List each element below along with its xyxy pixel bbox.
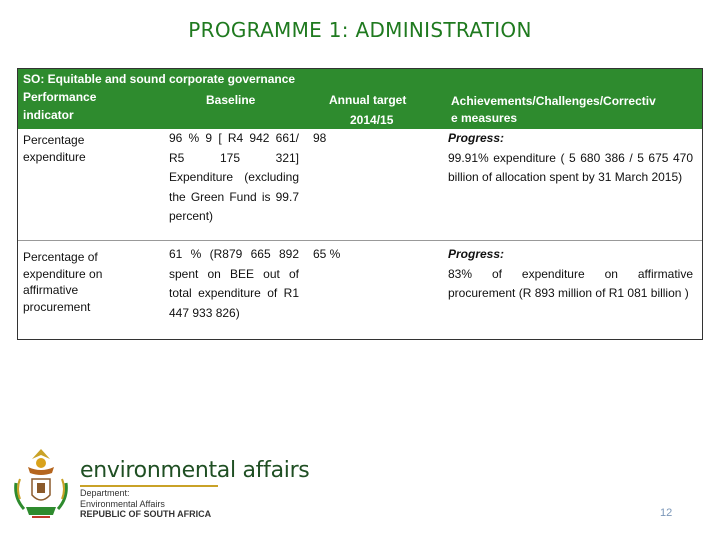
row1-achievement — [448, 129, 693, 188]
row2-achievement — [448, 245, 693, 304]
row2-baseline: 61 % (R879 665 892 spent on BEE out of total expenditure of R1 447 933 826) — [169, 247, 299, 320]
brand-name: environmental affairs — [80, 458, 310, 483]
row-divider — [18, 240, 702, 241]
header-target-line2: 2014/15 — [350, 113, 394, 127]
performance-table — [17, 68, 703, 340]
row1-progress-text: 99.91% expenditure ( 5 680 386 / 5 675 470 billion of allocation spent by 31 March 2015) — [448, 150, 693, 184]
row2-progress-label: Progress: — [448, 247, 505, 261]
coat-of-arms-logo — [6, 443, 76, 523]
row2-target: 65 % — [313, 247, 341, 261]
row2-indicator: Percentage of expenditure on affirmative procurement — [23, 250, 103, 314]
row1-target: 98 — [313, 131, 327, 145]
header-target-line1: Annual target — [329, 93, 407, 107]
slide-title: PROGRAMME 1: ADMINISTRATION — [188, 18, 532, 42]
header-indicator-line2: indicator — [23, 108, 74, 122]
brand-divider — [80, 485, 218, 487]
so-heading: SO: Equitable and sound corporate governance — [23, 72, 296, 86]
row2-progress-text: 83% of expenditure on affirmative procurement (R 893 million of R1 081 billion ) — [448, 266, 693, 300]
row1-baseline: 96 % 9 [ R4 942 661/ R5 175 321] Expenditure (excluding the Green Fund is 99.7 percent) — [169, 131, 299, 223]
row1-progress-label: Progress: — [448, 131, 505, 145]
dept-line2: Environmental Affairs — [80, 498, 165, 509]
page-number: 12 — [660, 507, 673, 519]
header-achievements-line2: e measures — [451, 111, 518, 125]
table-header — [18, 69, 702, 129]
header-indicator-line1: Performance — [23, 90, 97, 104]
department-block — [80, 488, 211, 520]
dept-line3: REPUBLIC OF SOUTH AFRICA — [80, 509, 212, 519]
row1-indicator: Percentage expenditure — [23, 133, 86, 164]
dept-line1: Department: — [80, 488, 130, 498]
header-baseline: Baseline — [206, 93, 256, 107]
header-achievements-line1: Achievements/Challenges/Correctiv — [451, 94, 656, 108]
